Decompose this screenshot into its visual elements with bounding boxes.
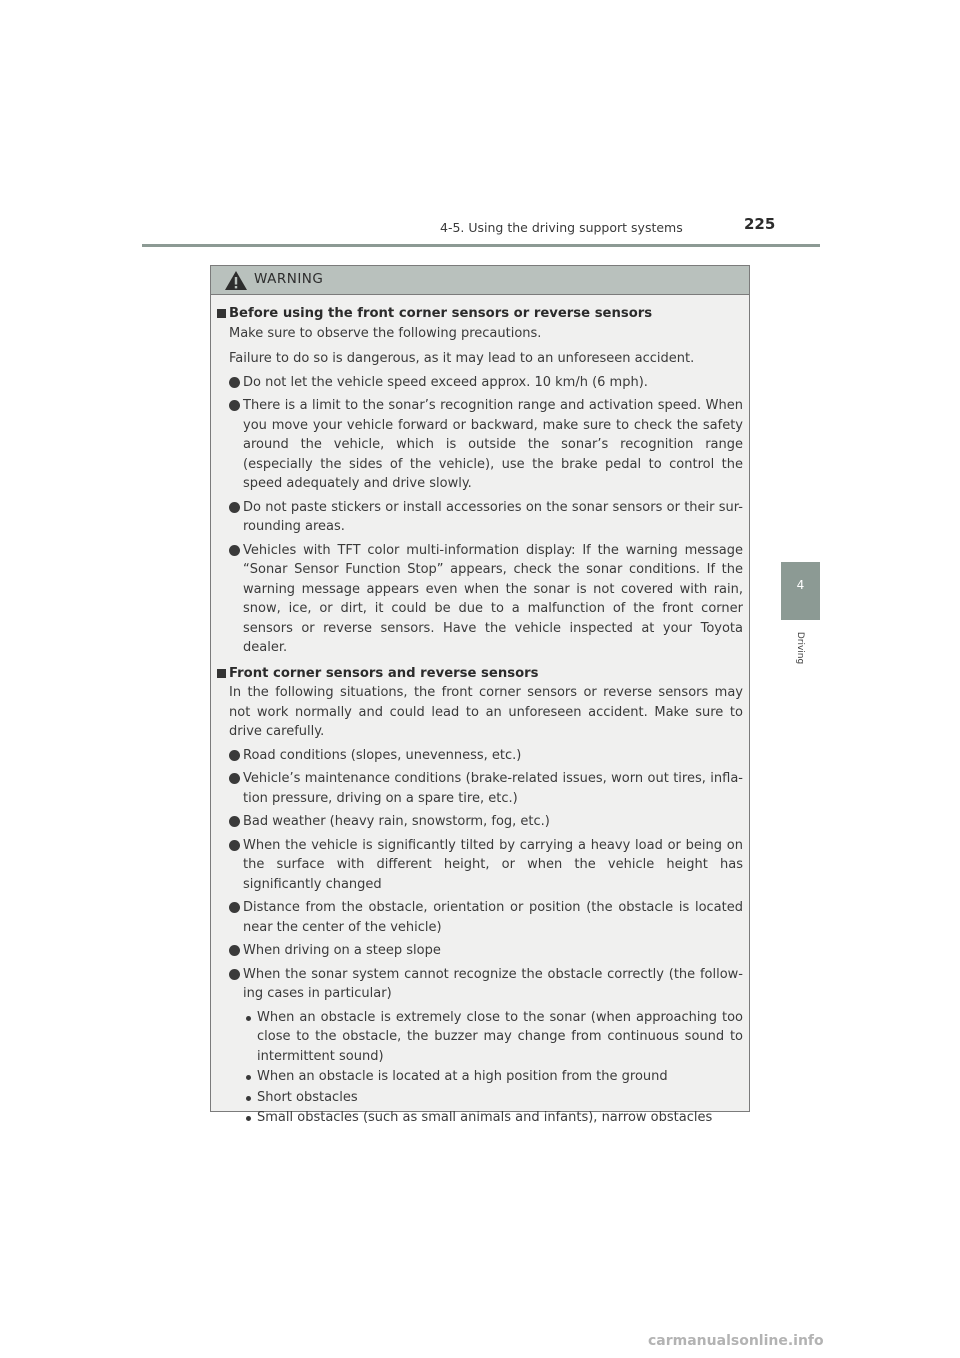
list-item (229, 373, 743, 393)
list-item (229, 769, 743, 808)
sub-list-item (243, 1088, 743, 1108)
warning-triangle-icon (224, 270, 248, 291)
section-header-title: 4-5. Using the driving support systems (440, 220, 683, 235)
list-item (229, 965, 743, 1004)
sub-list-item (243, 1008, 743, 1067)
section-title-text: Before using the front corner sensors or reverse sensors (229, 306, 653, 321)
list-item (229, 812, 743, 832)
list-item-text: When the vehicle is significantly tilted by carrying a heavy load or being on the surface with different height, or when the vehicle height has significantly changed (243, 837, 743, 892)
list-item (229, 498, 743, 537)
list-item (229, 836, 743, 895)
list-item-text: When driving on a steep slope (243, 943, 441, 958)
list-item (229, 396, 743, 494)
warning-box (210, 265, 750, 1125)
warning-content (216, 304, 743, 1134)
round-bullet-icon (229, 945, 240, 956)
warning-header (211, 266, 749, 295)
watermark: carmanualsonline.info (648, 1333, 824, 1349)
warning-label: WARNING (254, 271, 324, 287)
paragraph: Make sure to observe the following precautions. (229, 325, 542, 341)
chapter-tab: 4 (781, 562, 820, 620)
sub-list-item (243, 1067, 743, 1087)
list-item-text: Vehicles with TFT color multi-information display: If the warning message “Sonar Sensor Function Stop” appears, check the sonar conditions. If the warning message appears even when the sonar is not covered with rain, snow, ice, or dirt, it could be due to a malfunction of the front corner sensors or reverse sensors. Have the vehicle inspected at your Toyota dealer. (243, 542, 743, 655)
list-item-text: Distance from the obstacle, orientation or position (the obstacle is located near the center of the vehicle) (243, 900, 743, 935)
chapter-label: Driving (795, 631, 805, 665)
small-bullet-icon (246, 1096, 251, 1101)
list-item-text: Road conditions (slopes, unevenness, etc.) (243, 747, 522, 763)
warning-section (216, 664, 743, 1128)
section-title (216, 664, 743, 684)
round-bullet-icon (229, 502, 240, 513)
round-bullet-icon (229, 750, 240, 761)
small-bullet-icon (246, 1075, 251, 1080)
warning-section (216, 304, 743, 658)
round-bullet-icon (229, 377, 240, 388)
section-title-text: Front corner sensors and reverse sensors (229, 665, 539, 681)
list-item (229, 746, 743, 766)
paragraph: Failure to do so is dangerous, as it may lead to an unforeseen accident. (229, 351, 695, 366)
round-bullet-icon (229, 545, 240, 556)
sub-list-item-text: Short obstacles (257, 1089, 358, 1105)
list-item-text: Vehicle’s maintenance conditions (brake-related issues, worn out tires, infla-tion pressure, driving on a spare tire, etc.) (243, 771, 743, 806)
page-number: 225 (744, 215, 776, 233)
round-bullet-icon (229, 816, 240, 827)
list-item-text: Do not paste stickers or install accessories on the sonar sensors or their sur-rounding areas. (243, 499, 743, 534)
round-bullet-icon (229, 902, 240, 913)
list-item (229, 941, 743, 961)
small-bullet-icon (246, 1116, 251, 1121)
square-bullet-icon (217, 669, 226, 678)
header-rule (142, 244, 820, 247)
sub-list-item-text: When an obstacle is extremely close to the sonar (when approaching too close to the obstacle, the buzzer may change from continuous sound to intermittent sound) (257, 1009, 743, 1064)
list-item-text: When the sonar system cannot recognize the obstacle correctly (the follow-ing cases in particular) (243, 966, 743, 1001)
square-bullet-icon (217, 309, 226, 318)
sub-list-item-text: Small obstacles (such as small animals and infants), narrow obstacles (257, 1110, 713, 1125)
paragraph: In the following situations, the front corner sensors or reverse sensors may not work normally and could lead to an unforeseen accident. Make sure to drive carefully. (229, 685, 743, 739)
list-item-text: There is a limit to the sonar’s recognition range and activation speed. When you move your vehicle forward or backward, make sure to check the safety around the vehicle, which is outside the sonar’s recognition range (especially the sides of the vehicle), use the brake pedal to control the speed adequately and drive slowly. (243, 398, 743, 491)
list-item (229, 898, 743, 937)
round-bullet-icon (229, 773, 240, 784)
section-title (216, 304, 743, 324)
small-bullet-icon (246, 1016, 251, 1021)
list-item-text: Do not let the vehicle speed exceed approx. 10 km/h (6 mph). (243, 374, 648, 390)
round-bullet-icon (229, 840, 240, 851)
list-item-text: Bad weather (heavy rain, snowstorm, fog, etc.) (243, 814, 550, 829)
round-bullet-icon (229, 969, 240, 980)
sub-list-item-text: When an obstacle is located at a high position from the ground (257, 1069, 668, 1084)
round-bullet-icon (229, 400, 240, 411)
sub-list-item (243, 1108, 743, 1128)
list-item (229, 541, 743, 658)
